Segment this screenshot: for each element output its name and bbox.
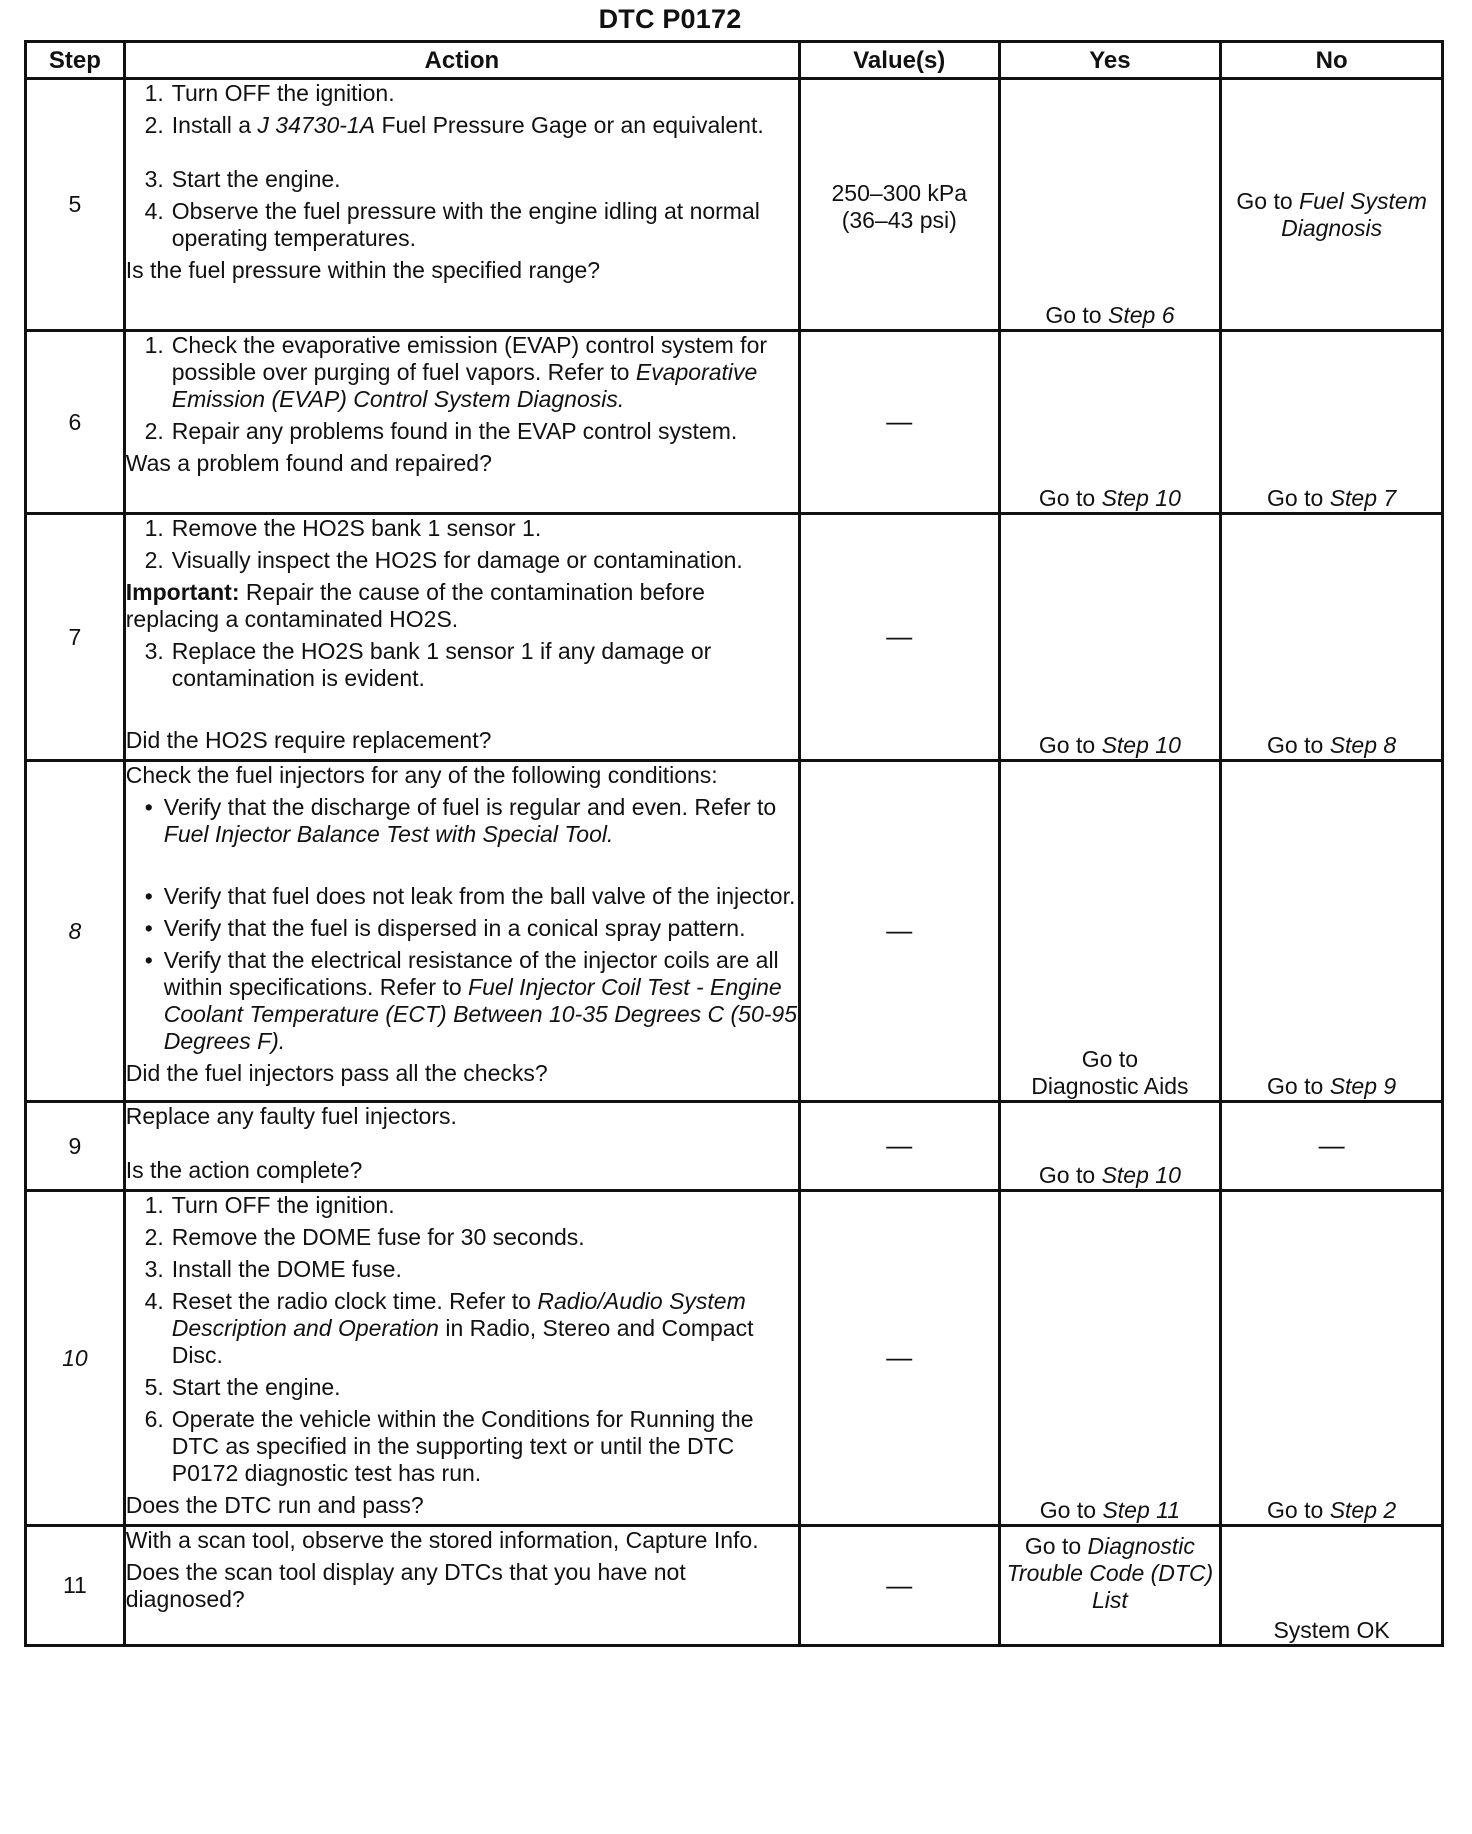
yes-cell bbox=[999, 1191, 1221, 1526]
list-item bbox=[126, 418, 798, 445]
procedure-reference: Fuel Injector Coil Test - Engine Coolant Temperature (ECT) Between 10-35 Degrees C (50-95 Degrees F). bbox=[163, 974, 798, 1054]
no-cell bbox=[1221, 1526, 1443, 1646]
item-text: Verify that the fuel is dispersed in a conical spray pattern. bbox=[163, 915, 746, 941]
yes-text: Go to bbox=[1038, 732, 1102, 758]
item-text: Turn OFF the ignition. bbox=[171, 1192, 395, 1218]
item-number: 2. bbox=[144, 547, 164, 573]
procedure-reference: Radio/Audio System Description and Operation bbox=[171, 1288, 746, 1341]
tool-reference: J 34730-1A bbox=[257, 112, 376, 138]
no-text: Go to bbox=[1236, 187, 1300, 214]
table-row-step-11 bbox=[26, 1526, 1443, 1646]
action-cell bbox=[124, 1526, 799, 1646]
diagnostic-table bbox=[24, 40, 1444, 1647]
item-number: 3. bbox=[144, 1256, 164, 1282]
item-text: Replace the HO2S bank 1 sensor 1 if any damage or contamination is evident. bbox=[171, 638, 712, 691]
no-cell bbox=[1221, 331, 1443, 514]
yes-cell bbox=[999, 761, 1221, 1102]
bullet: • bbox=[144, 915, 153, 941]
no-text: Go to bbox=[1267, 485, 1330, 511]
no-text: Go to bbox=[1267, 732, 1330, 758]
step-question: Is the fuel pressure within the specified range? bbox=[125, 257, 601, 283]
value-cell bbox=[800, 1102, 1000, 1191]
yes-text: Go to bbox=[1045, 302, 1108, 328]
value-dash: — bbox=[886, 1130, 913, 1160]
list-item bbox=[126, 1256, 798, 1283]
value-cell bbox=[800, 761, 1000, 1102]
list-item bbox=[126, 1192, 798, 1219]
list-item bbox=[126, 547, 798, 574]
item-text: Start the engine. bbox=[171, 166, 341, 192]
item-number: 6. bbox=[144, 1406, 164, 1432]
value-cell bbox=[800, 514, 1000, 761]
item-number: 3. bbox=[144, 638, 164, 664]
item-text-post: in Radio, Stereo and Compact Disc. bbox=[171, 1315, 754, 1368]
step-number bbox=[26, 761, 125, 1102]
no-cell bbox=[1221, 1191, 1443, 1526]
step-number-text: 8 bbox=[68, 917, 82, 944]
no-text: Go to bbox=[1267, 1497, 1330, 1523]
yes-link[interactable]: Step 6 bbox=[1107, 302, 1175, 328]
action-cell bbox=[124, 1191, 799, 1526]
item-text: Turn OFF the ignition. bbox=[171, 80, 395, 106]
item-text: Visually inspect the HO2S for damage or contamination. bbox=[171, 547, 743, 573]
action-cell bbox=[124, 1102, 799, 1191]
action-cell bbox=[124, 79, 799, 331]
step-instruction: Replace any faulty fuel injectors. bbox=[125, 1103, 457, 1129]
item-number: 1. bbox=[144, 80, 164, 106]
no-cell bbox=[1221, 514, 1443, 761]
value-dash: — bbox=[886, 1342, 913, 1372]
item-text-pre: Reset the radio clock time. Refer to bbox=[171, 1288, 538, 1314]
list-item bbox=[126, 883, 798, 910]
value-dash: — bbox=[886, 1569, 913, 1600]
no-link[interactable]: Step 8 bbox=[1329, 732, 1397, 758]
item-number: 3. bbox=[144, 166, 164, 192]
yes-link[interactable]: Step 10 bbox=[1101, 485, 1181, 511]
item-text: Start the engine. bbox=[171, 1374, 341, 1400]
procedure-reference: Fuel Injector Balance Test with Special Tool. bbox=[163, 821, 614, 847]
yes-link[interactable]: Step 11 bbox=[1102, 1497, 1181, 1523]
yes-cell bbox=[999, 331, 1221, 514]
yes-link[interactable]: Diagnostic Trouble Code (DTC) List bbox=[1006, 1533, 1214, 1613]
item-text-pre: Verify that the electrical resistance of the injector coils are all within specifications. Refer to bbox=[163, 947, 779, 1000]
header-no: No bbox=[1221, 42, 1443, 79]
header-values: Value(s) bbox=[800, 42, 1000, 79]
no-cell bbox=[1221, 1102, 1443, 1191]
action-cell bbox=[124, 514, 799, 761]
item-number: 2. bbox=[144, 1224, 164, 1250]
list-item bbox=[126, 1224, 798, 1251]
yes-link[interactable]: Diagnostic Aids bbox=[1031, 1073, 1189, 1099]
header-action: Action bbox=[124, 42, 799, 79]
list-item bbox=[126, 515, 798, 542]
step-question: Does the DTC run and pass? bbox=[125, 1492, 424, 1518]
no-link[interactable]: Step 2 bbox=[1329, 1497, 1397, 1523]
item-text: Repair any problems found in the EVAP control system. bbox=[171, 418, 738, 444]
action-cell bbox=[124, 761, 799, 1102]
yes-text: Go to bbox=[1038, 485, 1102, 511]
no-link[interactable]: Step 7 bbox=[1329, 485, 1397, 511]
yes-cell bbox=[999, 514, 1221, 761]
step-number: 7 bbox=[26, 514, 125, 761]
table-row-step-5 bbox=[26, 79, 1443, 331]
yes-text: Go to bbox=[1024, 1533, 1088, 1559]
list-item bbox=[126, 80, 798, 107]
bullet: • bbox=[144, 794, 153, 820]
list-item bbox=[126, 1374, 798, 1401]
important-label: Important: bbox=[125, 579, 240, 605]
step-question: Is the action complete? bbox=[125, 1157, 363, 1183]
no-cell bbox=[1221, 79, 1443, 331]
step-number-text: 10 bbox=[62, 1344, 88, 1371]
item-text bbox=[172, 332, 798, 413]
list-item bbox=[126, 1406, 798, 1487]
header-yes: Yes bbox=[999, 42, 1221, 79]
value-kpa: 250–300 kPa bbox=[831, 180, 968, 206]
value-dash: — bbox=[886, 915, 913, 945]
item-text: Verify that fuel does not leak from the ball valve of the injector. bbox=[163, 883, 796, 909]
yes-link[interactable]: Step 10 bbox=[1101, 732, 1181, 758]
step-number: 11 bbox=[26, 1526, 125, 1646]
item-number: 5. bbox=[144, 1374, 164, 1400]
item-number: 1. bbox=[144, 332, 164, 358]
value-cell bbox=[800, 1526, 1000, 1646]
item-text bbox=[172, 1288, 798, 1369]
yes-cell bbox=[999, 1526, 1221, 1646]
list-item bbox=[126, 638, 798, 692]
step-number: 9 bbox=[26, 1102, 125, 1191]
table-row-step-10 bbox=[26, 1191, 1443, 1526]
list-item bbox=[126, 947, 798, 1055]
item-text: Observe the fuel pressure with the engine idling at normal operating temperatures. bbox=[171, 198, 760, 251]
yes-text: Go to bbox=[1081, 1046, 1139, 1072]
list-item bbox=[126, 198, 798, 252]
item-text: Operate the vehicle within the Conditions for Running the DTC as specified in the supporting text or until the DTC P0172 diagnostic test has run. bbox=[171, 1406, 754, 1486]
procedure-reference: Evaporative Emission (EVAP) Control System Diagnosis. bbox=[171, 359, 758, 412]
item-text bbox=[164, 947, 798, 1055]
yes-link[interactable]: Step 10 bbox=[1101, 1162, 1181, 1188]
header-step: Step bbox=[26, 42, 125, 79]
list-item bbox=[126, 915, 798, 942]
step-question: Was a problem found and repaired? bbox=[125, 450, 492, 476]
table-row-step-6 bbox=[26, 331, 1443, 514]
important-note bbox=[126, 579, 798, 633]
step-number: 6 bbox=[26, 331, 125, 514]
item-number: 2. bbox=[144, 418, 164, 444]
step-question: Does the scan tool display any DTCs that you have not diagnosed? bbox=[125, 1559, 686, 1612]
value-dash: — bbox=[886, 621, 913, 651]
value-cell bbox=[800, 1191, 1000, 1526]
step-question: Did the fuel injectors pass all the checks? bbox=[125, 1060, 548, 1086]
value-cell bbox=[800, 79, 1000, 331]
list-item bbox=[126, 166, 798, 193]
page-title: DTC P0172 bbox=[598, 4, 742, 34]
item-number: 1. bbox=[144, 1192, 164, 1218]
item-text-pre: Install a bbox=[171, 112, 258, 138]
item-number: 4. bbox=[144, 198, 164, 224]
yes-text: Go to bbox=[1039, 1497, 1103, 1523]
list-item bbox=[126, 332, 798, 413]
item-number: 2. bbox=[144, 112, 164, 138]
list-item bbox=[126, 794, 798, 848]
item-text-pre: Check the evaporative emission (EVAP) control system for possible over purging of fuel vapors. Refer to bbox=[171, 332, 768, 385]
list-item bbox=[126, 1288, 798, 1369]
item-text: Remove the DOME fuse for 30 seconds. bbox=[171, 1224, 585, 1250]
no-cell bbox=[1221, 761, 1443, 1102]
table-row-step-9 bbox=[26, 1102, 1443, 1191]
no-link[interactable]: Fuel System Diagnosis bbox=[1281, 187, 1427, 241]
yes-text: Go to bbox=[1038, 1162, 1102, 1188]
step-number bbox=[26, 1191, 125, 1526]
step-intro: Check the fuel injectors for any of the following conditions: bbox=[125, 762, 718, 788]
step-question: Did the HO2S require replacement? bbox=[125, 727, 492, 753]
item-text-pre: Verify that the discharge of fuel is regular and even. Refer to bbox=[163, 794, 777, 820]
item-text bbox=[172, 112, 798, 139]
item-number: 4. bbox=[144, 1288, 164, 1314]
action-cell bbox=[124, 331, 799, 514]
no-text: Go to bbox=[1267, 1073, 1330, 1099]
item-text bbox=[164, 794, 798, 848]
important-text: Repair the cause of the contamination before replacing a contaminated HO2S. bbox=[125, 579, 705, 632]
item-text-post: Fuel Pressure Gage or an equivalent. bbox=[375, 112, 764, 138]
bullet: • bbox=[144, 947, 153, 973]
no-text: System OK bbox=[1273, 1617, 1390, 1643]
item-number: 1. bbox=[144, 515, 164, 541]
item-text: Remove the HO2S bank 1 sensor 1. bbox=[171, 515, 542, 541]
bullet: • bbox=[144, 883, 153, 909]
no-link[interactable]: Step 9 bbox=[1329, 1073, 1397, 1099]
value-cell bbox=[800, 331, 1000, 514]
header-row bbox=[26, 42, 1443, 79]
item-text: Install the DOME fuse. bbox=[171, 1256, 402, 1282]
table-row-step-8 bbox=[26, 761, 1443, 1102]
table-row-step-7 bbox=[26, 514, 1443, 761]
yes-cell bbox=[999, 1102, 1221, 1191]
yes-cell bbox=[999, 79, 1221, 331]
value-psi: (36–43 psi) bbox=[841, 207, 957, 233]
no-dash: — bbox=[1318, 1130, 1345, 1160]
step-instruction: With a scan tool, observe the stored information, Capture Info. bbox=[125, 1527, 759, 1553]
list-item bbox=[126, 112, 798, 139]
step-number: 5 bbox=[26, 79, 125, 331]
value-dash: — bbox=[886, 406, 913, 436]
